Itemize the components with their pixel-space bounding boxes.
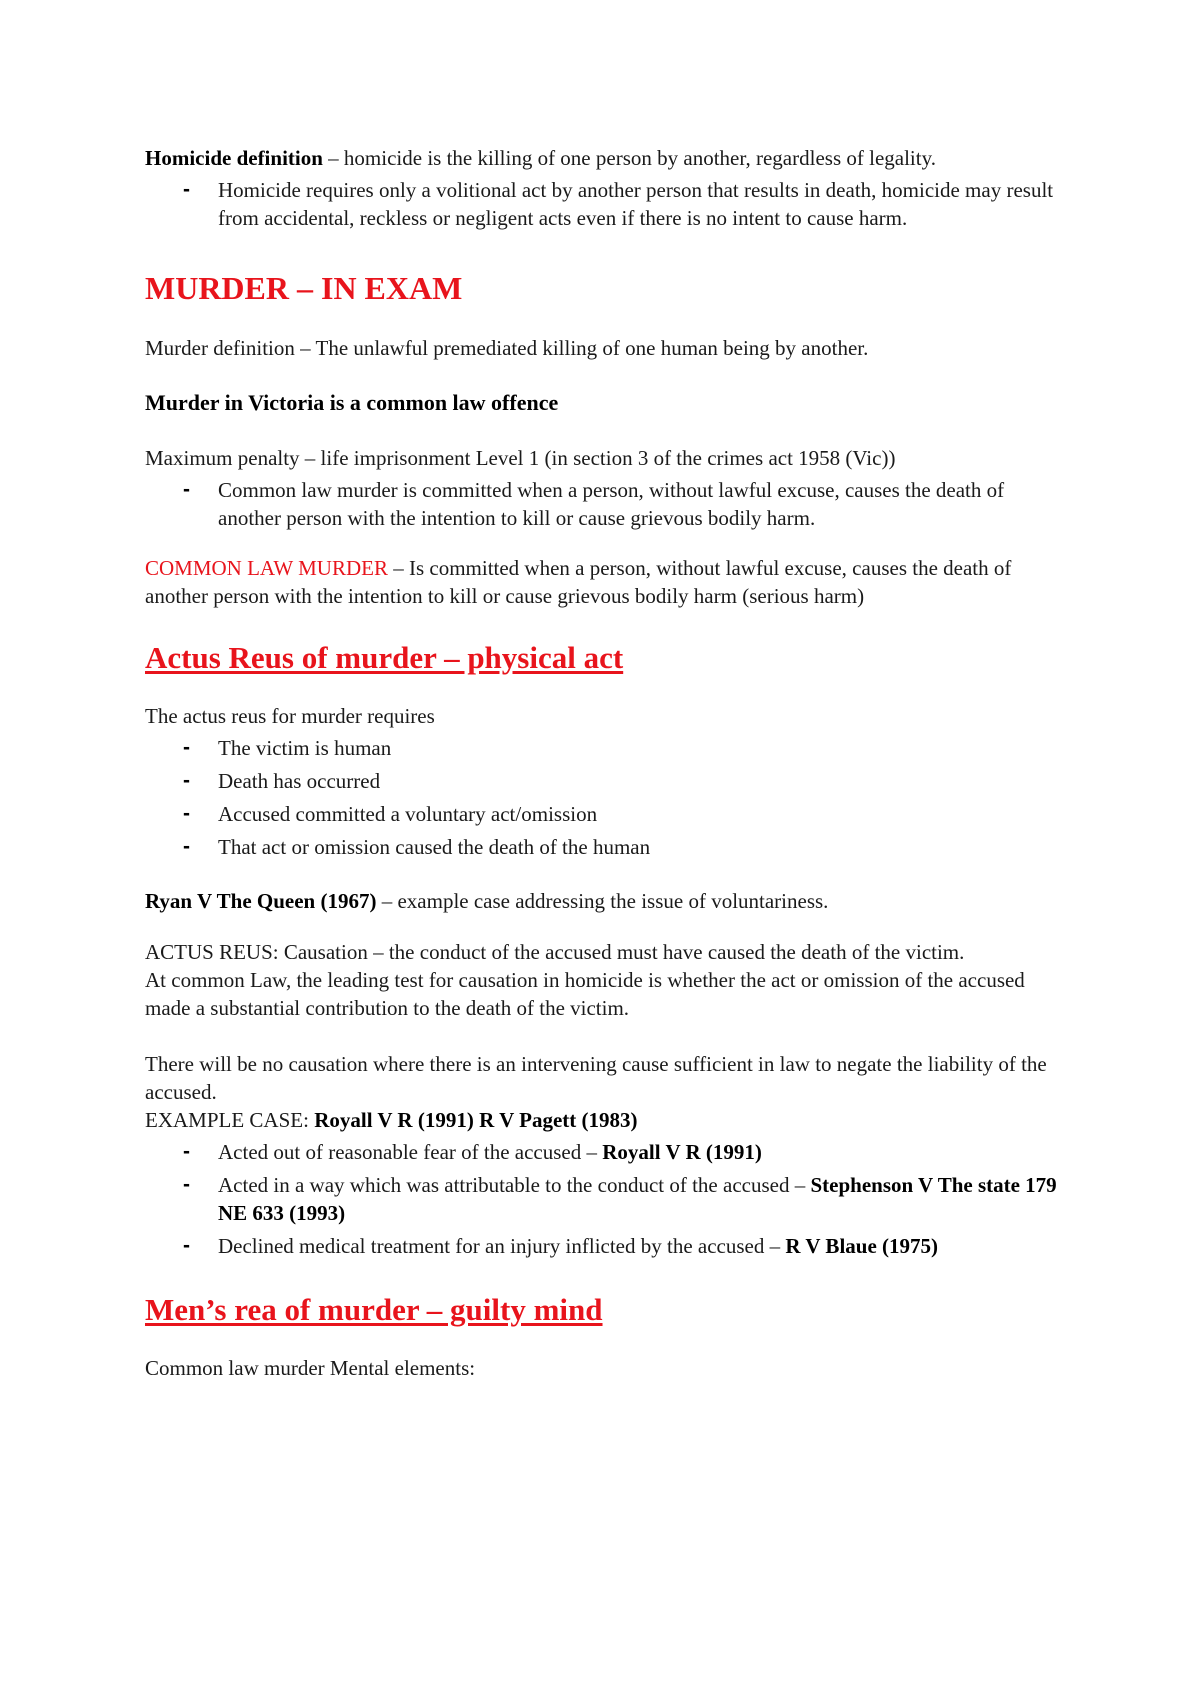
case-citation: R V Blaue (1975)	[785, 1234, 939, 1258]
maximum-penalty: Maximum penalty – life imprisonment Level 1 (in section 3 of the crimes act 1958 (Vic))	[145, 446, 896, 470]
causation-paragraph: ACTUS REUS: Causation – the conduct of the accused must have caused the death of the victim.	[145, 940, 965, 964]
example-case-line	[145, 1106, 1070, 1134]
list-item: - Common law murder is committed when a person, without lawful excuse, causes the death of another person with the intention to kill or cause grievous bodily harm.	[145, 476, 1070, 532]
case-citation: Stephenson V The state 179 NE 633 (1993)	[218, 1173, 1057, 1225]
common-law-murder-text: – Is committed when a person, without lawful excuse, causes the death of another person with the intention to kill or cause grievous bodily harm (serious harm)	[145, 556, 1012, 608]
ryan-case	[145, 887, 1070, 915]
common-law-murder-term: COMMON LAW MURDER	[145, 556, 388, 580]
list-item: - That act or omission caused the death of the human	[145, 833, 1070, 861]
list-item-text: Acted in a way which was attributable to the conduct of the accused –	[218, 1173, 811, 1197]
actus-reus-intro: The actus reus for murder requires	[145, 704, 435, 728]
homicide-term: Homicide definition	[145, 146, 323, 170]
list-item-text: Acted out of reasonable fear of the accused –	[218, 1140, 603, 1164]
victoria-heading: Murder in Victoria is a common law offence	[145, 390, 559, 415]
ryan-case-name: Ryan V The Queen (1967)	[145, 889, 377, 913]
penalty-bullets	[145, 476, 1070, 532]
ryan-case-text: – example case addressing the issue of voluntariness.	[376, 889, 829, 913]
list-item	[145, 1138, 1070, 1166]
actus-reus-list	[145, 734, 1070, 861]
causation-test: At common Law, the leading test for causation in homicide is whether the act or omission of the accused made a substantial contribution to the death of the victim.	[145, 968, 1025, 1020]
homicide-bullets	[145, 176, 1070, 232]
common-law-murder	[145, 554, 1070, 610]
list-item	[145, 1171, 1070, 1227]
list-item: - Death has occurred	[145, 767, 1070, 795]
murder-heading: MURDER – IN EXAM	[145, 270, 463, 306]
homicide-definition	[145, 144, 1070, 172]
murder-definition: Murder definition – The unlawful premediated killing of one human being by another.	[145, 336, 869, 360]
example-case-names: Royall V R (1991) R V Pagett (1983)	[314, 1108, 638, 1132]
example-case-label: EXAMPLE CASE:	[145, 1108, 315, 1132]
list-item: - Accused committed a voluntary act/omission	[145, 800, 1070, 828]
intervening-list	[145, 1138, 1070, 1260]
case-citation: Royall V R (1991)	[602, 1140, 762, 1164]
intervening-cause: There will be no causation where there is an intervening cause sufficient in law to negate the liability of the accused.	[145, 1052, 1047, 1104]
list-item	[145, 1232, 1070, 1260]
homicide-definition-text: – homicide is the killing of one person by another, regardless of legality.	[322, 146, 936, 170]
list-item: - The victim is human	[145, 734, 1070, 762]
mens-rea-heading: Men’s rea of murder – guilty mind	[145, 1292, 603, 1327]
actus-reus-heading: Actus Reus of murder – physical act	[145, 640, 624, 675]
list-item-text: Declined medical treatment for an injury inflicted by the accused –	[218, 1234, 786, 1258]
mental-elements: Common law murder Mental elements:	[145, 1356, 476, 1380]
list-item: - Homicide requires only a volitional act by another person that results in death, homicide may result from accidental, reckless or negligent acts even if there is no intent to cause harm.	[145, 176, 1070, 232]
